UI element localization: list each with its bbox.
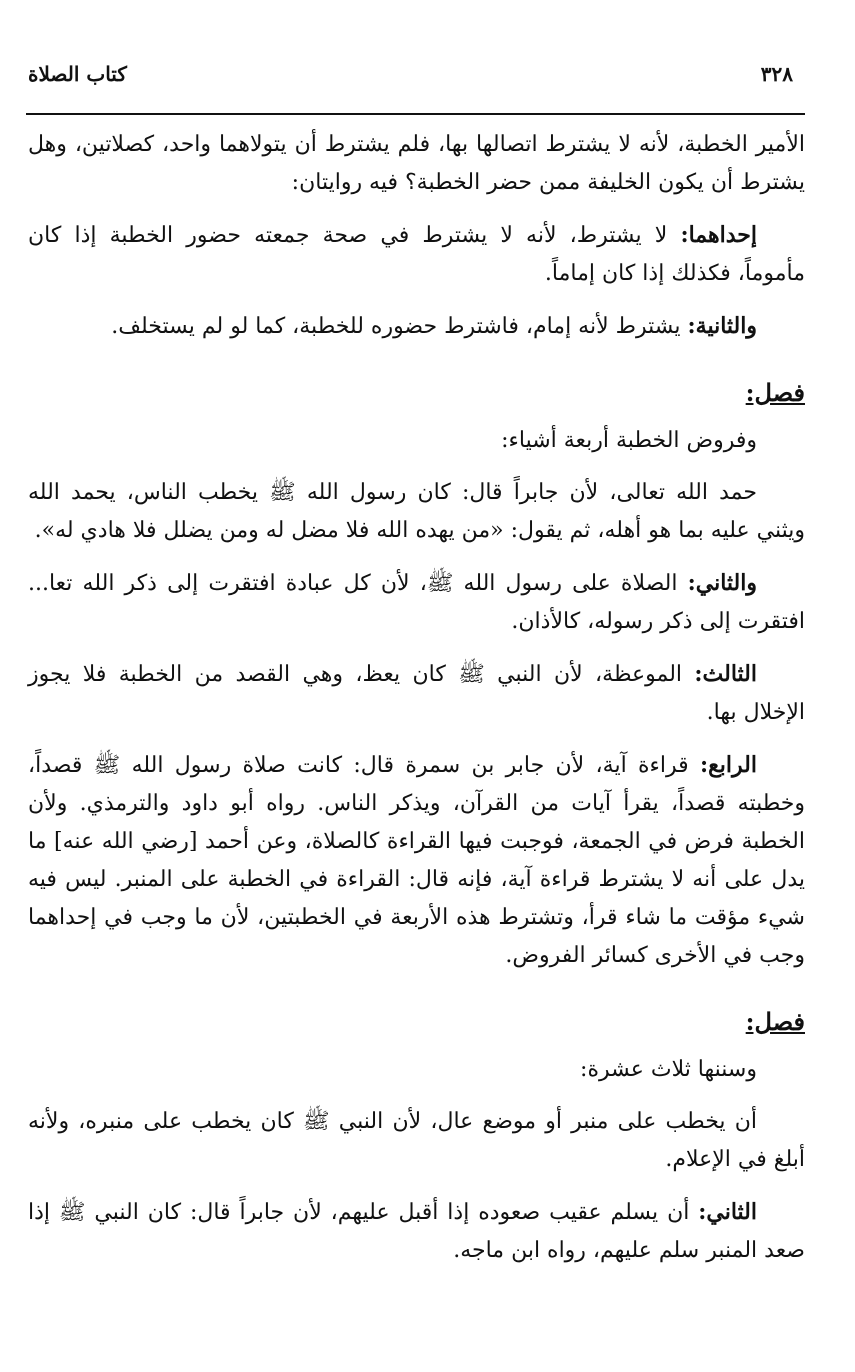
- paragraph-lead: الرابع:: [699, 752, 757, 778]
- paragraph: الأمير الخطبة، لأنه لا يشترط اتصالها بها، فلم يشترط أن يتولاهما واحد، كصلاتين، وهل يشترط أن يكون الخليفة ممن حضر الخطبة؟ فيه روايتان:: [28, 132, 805, 195]
- header-divider: [26, 113, 805, 115]
- page-header: [28, 62, 793, 94]
- paragraph: [28, 307, 805, 346]
- paragraph: [28, 564, 805, 641]
- paragraph-lead: والثاني:: [687, 570, 757, 596]
- paragraph-lead: الثالث:: [694, 661, 757, 687]
- paragraph-text: الموعظة، لأن النبي ﷺ كان يعظ، وهي القصد من الخطبة فلا يجوز الإخلال بها.: [28, 662, 805, 725]
- paragraph: حمد الله تعالى، لأن جابراً قال: كان رسول الله ﷺ يخطب الناس، يحمد الله ويثني عليه بما هو أهله، ثم يقول: «من يهده الله فلا مضل له ومن يضلل فلا هادي له».: [28, 480, 805, 543]
- paragraph: [28, 746, 805, 975]
- paragraph: أن يخطب على منبر أو موضع عال، لأن النبي ﷺ كان يخطب على منبره، ولأنه أبلغ في الإعلام.: [28, 1109, 805, 1172]
- paragraph: [28, 655, 805, 732]
- section-heading: فصل:: [745, 378, 805, 407]
- paragraph-text: يشترط لأنه إمام، فاشترط حضوره للخطبة، كما لو لم يستخلف.: [111, 314, 681, 339]
- running-title: كتاب الصلاة: [28, 62, 127, 86]
- paragraph-lead: والثانية:: [687, 313, 757, 339]
- paragraph-text: الصلاة على رسول الله ﷺ، لأن كل عبادة افتقرت إلى ذكر الله تعا... افتقرت إلى ذكر رسوله، كالأذان.: [28, 571, 805, 634]
- page-body: [28, 126, 805, 1284]
- paragraph-text: أن يسلم عقيب صعوده إذا أقبل عليهم، لأن جابراً قال: كان النبي ﷺ إذا صعد المنبر سلم عليهم، رواه ابن ماجه.: [28, 1200, 805, 1263]
- paragraph-text: قراءة آية، لأن جابر بن سمرة قال: كانت صلاة رسول الله ﷺ قصداً، وخطبته قصداً، يقرأ آيات من القرآن، ويذكر الناس. رواه أبو داود والترمذي. ولأن الخطبة فرض في الجمعة، فوجبت فيها القراءة كالصلاة، وعن أحمد [رضي الله عنه] ما يدل على أنه لا يشترط قراءة آية، فإنه قال: القراءة في الخطبة على المنبر. ليس فيه شيء مؤقت ما شاء قرأ، وتشترط هذه الأربعة في الخطبتين، لأن ما وجب في إحداهما وجب في الأخرى كسائر الفروض.: [28, 753, 805, 968]
- paragraph: وفروض الخطبة أربعة أشياء:: [501, 428, 757, 453]
- paragraph: [28, 216, 805, 293]
- page-number: ٣٢٨: [760, 62, 793, 86]
- paragraph-lead: الثاني:: [698, 1199, 757, 1225]
- paragraph: وسننها ثلاث عشرة:: [580, 1057, 757, 1082]
- paragraph: [28, 1193, 805, 1270]
- paragraph-lead: إحداهما:: [680, 222, 757, 248]
- section-heading: فصل:: [745, 1007, 805, 1036]
- paragraph-text: لا يشترط، لأنه لا يشترط في صحة جمعته حضور الخطبة إذا كان مأموماً، فكذلك إذا كان إماماً.: [28, 223, 805, 286]
